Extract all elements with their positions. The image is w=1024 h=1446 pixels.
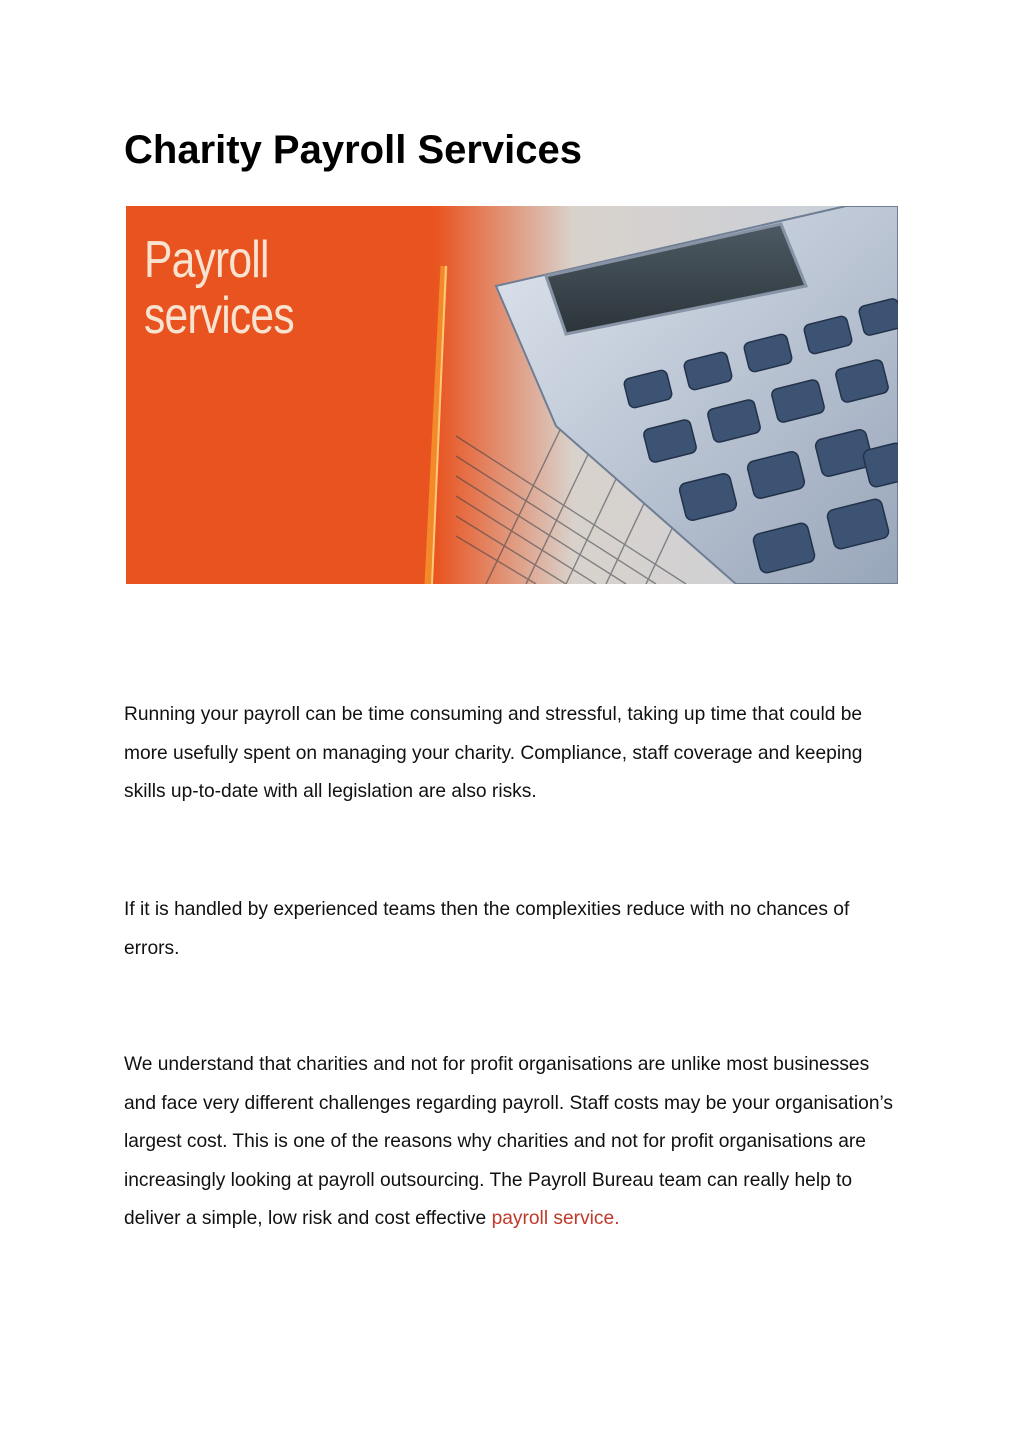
paragraph-charities — [124, 1046, 904, 1239]
page-title: Charity Payroll Services — [124, 128, 583, 172]
hero-heading — [144, 232, 294, 344]
paragraph-intro: Running your payroll can be time consuming and stressful, taking up time that could be more usefully spent on managing your charity. Compliance, staff coverage and keeping skills up-to-date with all legislation are also risks. — [124, 704, 863, 803]
paragraph-charities-text: We understand that charities and not for profit organisations are unlike most businesses and face very different challenges regarding payroll. Staff costs may be your organisation’s largest cost. This is one of the reasons why charities and not for profit organisations are increasingly looking at payroll outsourcing. The Payroll Bureau team can really help to deliver a simple, low risk and cost effective — [124, 1054, 894, 1230]
hero-image — [126, 206, 898, 584]
hero-line-1: Payroll — [144, 231, 269, 289]
hero-line-2: services — [144, 287, 294, 345]
paragraph-experience: If it is handled by experienced teams then the complexities reduce with no chances of errors. — [124, 899, 850, 959]
payroll-service-link[interactable]: payroll service. — [491, 1208, 620, 1230]
